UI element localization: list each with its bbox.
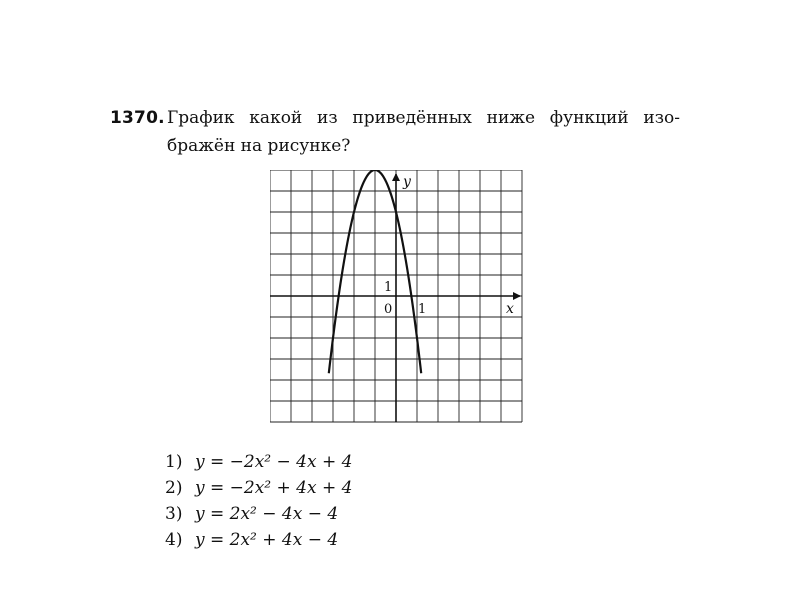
origin-label: 0	[384, 302, 393, 317]
function-graph	[270, 170, 530, 430]
y-unit-label: 1	[384, 280, 393, 295]
answer-option-2	[165, 475, 352, 501]
answer-expression: y = −2x² − 4x + 4	[195, 452, 353, 472]
answer-expression: y = 2x² + 4x − 4	[195, 530, 339, 550]
x-axis-label: x	[506, 301, 514, 317]
problem-text-line-1: График какой из приведённых ниже функций изо-	[167, 108, 680, 128]
answer-expression: y = 2x² − 4x − 4	[195, 504, 339, 524]
answer-number: 2)	[165, 478, 183, 498]
answer-option-3	[165, 501, 352, 527]
y-axis-label: y	[403, 174, 411, 190]
problem-number: 1370.	[110, 108, 165, 128]
answer-expression: y = −2x² + 4x + 4	[195, 478, 353, 498]
answer-number: 1)	[165, 452, 183, 472]
answer-number: 3)	[165, 504, 183, 524]
x-unit-label: 1	[418, 302, 427, 317]
y-axis-arrow	[392, 173, 400, 181]
answer-options	[165, 449, 352, 553]
x-axis-arrow	[513, 292, 521, 300]
answer-option-1	[165, 449, 352, 475]
problem-text-line-2: бражён на рисунке?	[167, 136, 351, 156]
answer-option-4	[165, 527, 352, 553]
answer-number: 4)	[165, 530, 183, 550]
